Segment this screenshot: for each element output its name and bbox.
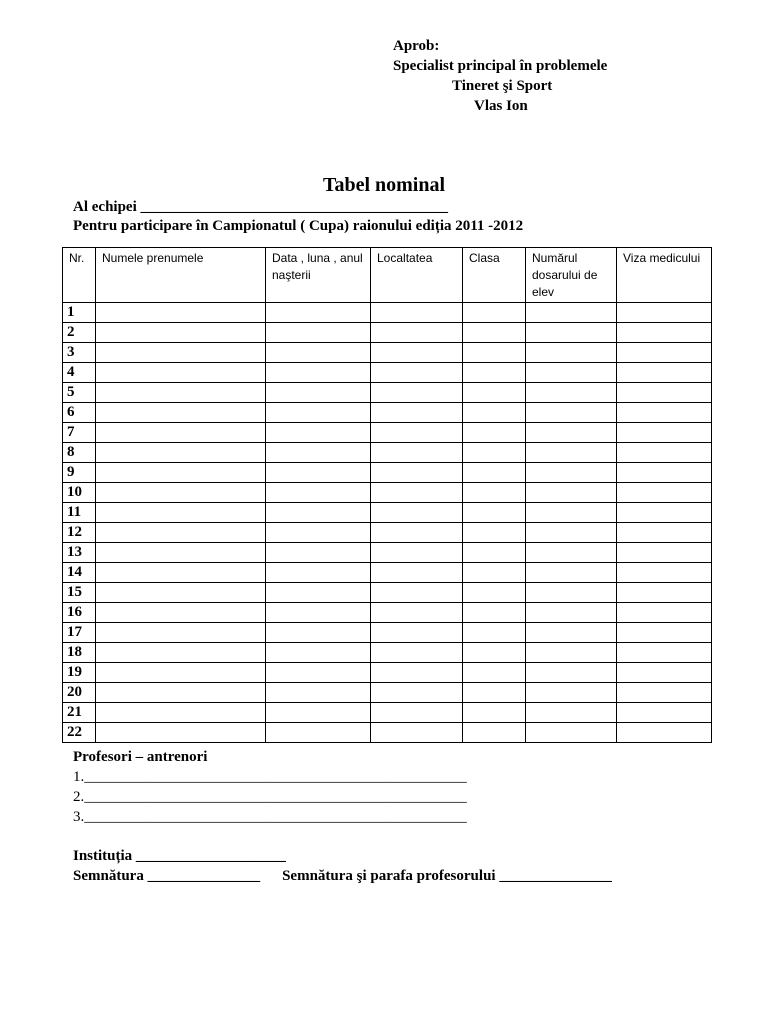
empty-cell — [463, 503, 526, 523]
empty-cell — [463, 323, 526, 343]
empty-cell — [526, 343, 617, 363]
empty-cell — [371, 383, 463, 403]
empty-cell — [526, 423, 617, 443]
coach-line-1: 1.___________________________________________________ — [73, 769, 467, 785]
row-number: 11 — [63, 503, 96, 523]
empty-cell — [266, 483, 371, 503]
empty-cell — [617, 583, 712, 603]
empty-cell — [617, 503, 712, 523]
empty-cell — [96, 523, 266, 543]
row-number: 10 — [63, 483, 96, 503]
signature-line: Semnătura _______________ — [73, 868, 261, 884]
approval-line-4: Vlas Ion — [474, 98, 528, 114]
empty-cell — [463, 483, 526, 503]
empty-cell — [526, 543, 617, 563]
event-line: Pentru participare în Campionatul ( Cupa) raionului ediția 2011 -2012 — [73, 218, 524, 234]
empty-cell — [463, 603, 526, 623]
table-row — [63, 543, 712, 563]
header-file-number: Numărul dosarului de elev — [526, 248, 617, 303]
empty-cell — [266, 583, 371, 603]
empty-cell — [617, 303, 712, 323]
row-number: 9 — [63, 463, 96, 483]
empty-cell — [526, 303, 617, 323]
empty-cell — [371, 723, 463, 743]
empty-cell — [617, 563, 712, 583]
empty-cell — [371, 683, 463, 703]
empty-cell — [526, 463, 617, 483]
row-number: 16 — [63, 603, 96, 623]
row-number: 13 — [63, 543, 96, 563]
empty-cell — [371, 583, 463, 603]
empty-cell — [266, 523, 371, 543]
empty-cell — [371, 323, 463, 343]
empty-cell — [526, 583, 617, 603]
table-row — [63, 623, 712, 643]
table-row — [63, 583, 712, 603]
empty-cell — [463, 443, 526, 463]
empty-cell — [371, 663, 463, 683]
empty-cell — [96, 683, 266, 703]
table-row — [63, 383, 712, 403]
empty-cell — [371, 503, 463, 523]
approval-line-2: Specialist principal în problemele — [393, 58, 608, 74]
row-number: 17 — [63, 623, 96, 643]
empty-cell — [526, 723, 617, 743]
empty-cell — [371, 363, 463, 383]
table-header-row — [63, 248, 712, 303]
empty-cell — [463, 363, 526, 383]
empty-cell — [526, 323, 617, 343]
row-number: 1 — [63, 303, 96, 323]
empty-cell — [463, 343, 526, 363]
teacher-signature-line: Semnătura şi parafa profesorului _______________ — [282, 868, 612, 884]
row-number: 21 — [63, 703, 96, 723]
empty-cell — [617, 383, 712, 403]
empty-cell — [96, 623, 266, 643]
empty-cell — [617, 623, 712, 643]
empty-cell — [463, 303, 526, 323]
table-row — [63, 703, 712, 723]
row-number: 2 — [63, 323, 96, 343]
empty-cell — [96, 583, 266, 603]
empty-cell — [526, 523, 617, 543]
empty-cell — [371, 643, 463, 663]
empty-cell — [617, 423, 712, 443]
team-line: Al echipei _________________________________________ — [73, 199, 448, 215]
empty-cell — [617, 543, 712, 563]
table-row — [63, 503, 712, 523]
empty-cell — [96, 563, 266, 583]
header-locality: Localtatea — [371, 248, 463, 303]
empty-cell — [266, 463, 371, 483]
institution-line: Instituția ____________________ — [73, 848, 286, 864]
empty-cell — [617, 483, 712, 503]
empty-cell — [266, 423, 371, 443]
empty-cell — [266, 323, 371, 343]
table-row — [63, 643, 712, 663]
empty-cell — [266, 343, 371, 363]
empty-cell — [266, 663, 371, 683]
empty-cell — [463, 643, 526, 663]
empty-cell — [617, 683, 712, 703]
table-row — [63, 303, 712, 323]
table-row — [63, 663, 712, 683]
empty-cell — [463, 423, 526, 443]
empty-cell — [96, 383, 266, 403]
header-class: Clasa — [463, 248, 526, 303]
empty-cell — [526, 383, 617, 403]
table-row — [63, 363, 712, 383]
empty-cell — [526, 483, 617, 503]
empty-cell — [463, 723, 526, 743]
empty-cell — [463, 543, 526, 563]
row-number: 5 — [63, 383, 96, 403]
empty-cell — [266, 563, 371, 583]
empty-cell — [463, 583, 526, 603]
row-number: 14 — [63, 563, 96, 583]
empty-cell — [463, 463, 526, 483]
empty-cell — [96, 723, 266, 743]
row-number: 12 — [63, 523, 96, 543]
empty-cell — [266, 723, 371, 743]
empty-cell — [96, 483, 266, 503]
empty-cell — [266, 503, 371, 523]
row-number: 7 — [63, 423, 96, 443]
empty-cell — [266, 603, 371, 623]
coach-line-3: 3.___________________________________________________ — [73, 809, 467, 825]
empty-cell — [617, 463, 712, 483]
empty-cell — [266, 623, 371, 643]
empty-cell — [526, 443, 617, 463]
empty-cell — [617, 523, 712, 543]
empty-cell — [526, 363, 617, 383]
empty-cell — [266, 683, 371, 703]
row-number: 6 — [63, 403, 96, 423]
approval-line-1: Aprob: — [393, 38, 440, 54]
table-row — [63, 523, 712, 543]
empty-cell — [526, 623, 617, 643]
coach-line-2: 2.___________________________________________________ — [73, 789, 467, 805]
row-number: 20 — [63, 683, 96, 703]
empty-cell — [371, 543, 463, 563]
empty-cell — [526, 503, 617, 523]
empty-cell — [96, 303, 266, 323]
roster-table — [62, 247, 712, 743]
empty-cell — [617, 703, 712, 723]
header-nr: Nr. — [63, 248, 96, 303]
empty-cell — [371, 623, 463, 643]
empty-cell — [266, 383, 371, 403]
empty-cell — [266, 543, 371, 563]
empty-cell — [371, 523, 463, 543]
row-number: 15 — [63, 583, 96, 603]
signature-row — [73, 866, 612, 886]
empty-cell — [617, 643, 712, 663]
empty-cell — [463, 403, 526, 423]
empty-cell — [96, 503, 266, 523]
table-row — [63, 323, 712, 343]
empty-cell — [526, 703, 617, 723]
empty-cell — [526, 403, 617, 423]
table-row — [63, 423, 712, 443]
empty-cell — [96, 703, 266, 723]
empty-cell — [617, 443, 712, 463]
approval-block — [393, 36, 607, 116]
empty-cell — [371, 463, 463, 483]
table-row — [63, 683, 712, 703]
empty-cell — [96, 643, 266, 663]
row-number: 4 — [63, 363, 96, 383]
coaches-heading: Profesori – antrenori — [73, 749, 208, 765]
empty-cell — [266, 443, 371, 463]
empty-cell — [617, 403, 712, 423]
header-birthdate: Data , luna , anul naşterii — [266, 248, 371, 303]
empty-cell — [526, 663, 617, 683]
empty-cell — [96, 443, 266, 463]
empty-cell — [371, 703, 463, 723]
empty-cell — [526, 643, 617, 663]
empty-cell — [266, 703, 371, 723]
empty-cell — [96, 403, 266, 423]
empty-cell — [371, 343, 463, 363]
empty-cell — [463, 563, 526, 583]
table-row — [63, 483, 712, 503]
empty-cell — [463, 623, 526, 643]
table-row — [63, 563, 712, 583]
row-number: 18 — [63, 643, 96, 663]
coaches-block — [73, 747, 467, 827]
empty-cell — [96, 543, 266, 563]
empty-cell — [371, 303, 463, 323]
table-row — [63, 603, 712, 623]
header-name: Numele prenumele — [96, 248, 266, 303]
empty-cell — [617, 723, 712, 743]
empty-cell — [526, 603, 617, 623]
row-number: 19 — [63, 663, 96, 683]
empty-cell — [463, 663, 526, 683]
approval-line-3: Tineret şi Sport — [452, 78, 553, 94]
header-medical-visa: Viza medicului — [617, 248, 712, 303]
empty-cell — [96, 603, 266, 623]
empty-cell — [96, 343, 266, 363]
empty-cell — [266, 403, 371, 423]
empty-cell — [463, 683, 526, 703]
empty-cell — [371, 443, 463, 463]
empty-cell — [371, 483, 463, 503]
empty-cell — [617, 603, 712, 623]
empty-cell — [96, 363, 266, 383]
empty-cell — [96, 663, 266, 683]
table-row — [63, 443, 712, 463]
empty-cell — [266, 303, 371, 323]
table-row — [63, 403, 712, 423]
table-row — [63, 343, 712, 363]
empty-cell — [371, 423, 463, 443]
empty-cell — [371, 563, 463, 583]
table-row — [63, 463, 712, 483]
empty-cell — [526, 563, 617, 583]
empty-cell — [463, 383, 526, 403]
row-number: 3 — [63, 343, 96, 363]
empty-cell — [526, 683, 617, 703]
document-title: Tabel nominal — [322, 174, 446, 196]
empty-cell — [371, 603, 463, 623]
empty-cell — [371, 403, 463, 423]
row-number: 8 — [63, 443, 96, 463]
empty-cell — [463, 703, 526, 723]
empty-cell — [617, 323, 712, 343]
table-row — [63, 723, 712, 743]
empty-cell — [266, 363, 371, 383]
empty-cell — [96, 463, 266, 483]
footer-block — [73, 846, 612, 886]
empty-cell — [96, 323, 266, 343]
empty-cell — [96, 423, 266, 443]
row-number: 22 — [63, 723, 96, 743]
empty-cell — [617, 663, 712, 683]
empty-cell — [617, 343, 712, 363]
empty-cell — [463, 523, 526, 543]
empty-cell — [617, 363, 712, 383]
empty-cell — [266, 643, 371, 663]
